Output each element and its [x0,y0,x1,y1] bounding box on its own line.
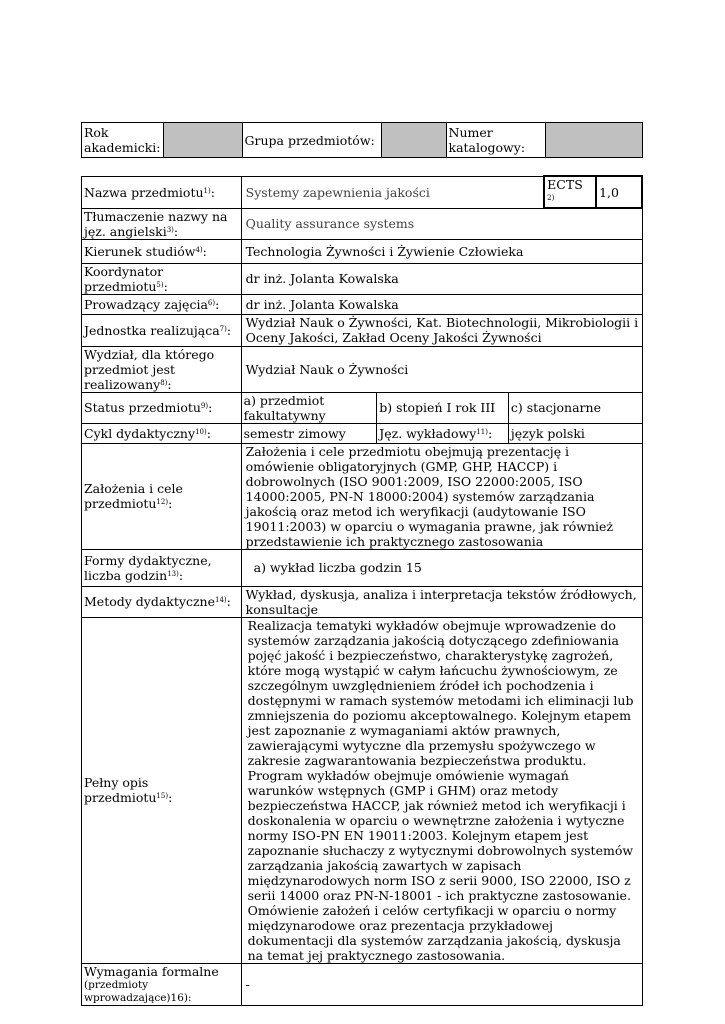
header-table [81,122,643,158]
koord-label-cell: Koordynator przedmiotu$^{5)}$: [82,263,242,294]
jez-value: język polski [508,423,642,443]
row-kierunek [82,239,643,263]
prow-value: dr inż. Jolanta Kowalska [241,294,642,314]
jez-label-cell: Jęz. wykładowy$^{11)}$: [377,423,509,443]
wydz-value: Wydział Nauk o Żywności [241,346,642,392]
row-zalozenia [82,443,643,549]
koord-value: dr inż. Jolanta Kowalska [241,263,642,294]
wym-label: Wymagania formalne [84,963,219,979]
tlum-label-cell: Tłumaczenie nazwy na jęz. angielski$^{3)}$: [82,208,242,239]
formy-value: a) wykład liczba godzin 15 [241,549,642,586]
row-koordynator [82,263,643,294]
opis-label-cell: Pełny opis przedmiotu$^{15)}$: [82,617,242,963]
rok-value-cell[interactable] [163,123,242,158]
row-jednostka [82,314,643,346]
cykl-label-cell: Cykl dydaktyczny$^{10)}$: [82,423,242,443]
wym-sublabel: (przedmioty wprowadzające)16): [84,978,192,1004]
rok-label: Rok akademicki: [82,123,164,158]
formy-label-cell: Formy dydaktyczne, liczba godzin$^{13)}$: [82,549,242,586]
ects-value: 1,0 [596,176,642,208]
numer-value-cell[interactable] [545,123,643,158]
row-formy [82,549,643,586]
status-b: b) stopień I rok III [377,392,509,423]
grupa-value-cell[interactable] [381,123,446,158]
numer-label: Numer katalogowy: [446,123,545,158]
status-a: a) przedmiot fakultatywny [241,392,377,423]
wydz-label-cell: Wydział, dla którego przedmiot jest realizowany$^{8)}$: [82,346,242,392]
tlum-value: Quality assurance systems [241,208,642,239]
zal-label-cell: Założenia i cele przedmiotu$^{12)}$: [82,443,242,549]
row-prowadzacy [82,294,643,314]
cykl-value: semestr zimowy [241,423,377,443]
jedn-value: Wydział Nauk o Żywności, Kat. Biotechnologii, Mikrobiologii i Oceny Jakości, Zakład Oceny Jakości Żywności [241,314,642,346]
row-cykl [82,423,643,443]
opis-value: Realizacja tematyki wykładów obejmuje wprowadzenie do systemów zarządzania jakością dotyczącego zdefiniowania pojęć jakość i bezpieczeństwo, charakterystykę zagrożeń, które mogą wystąpić w całym łańcuchu żywnościowym, ze szczególnym uwzględnieniem źródeł ich pochodzenia i dostępnymi w ramach systemów metodami ich eliminacji lub zmniejszenia do poziomu akceptowalnego. Kolejnym etapem jest zapoznanie z wymaganiami aktów prawnych, zawierającymi wytyczne dla przemysłu spożywczego w zakresie zagwarantowania bezpieczeństwa produktu. Program wykładów obejmuje omówienie wymagań warunków wstępnych (GMP i GHM) oraz metody bezpieczeństwa HACCP, jak również metod ich weryfikacji i doskonalenia w oparciu o wewnętrzne założenia i wytyczne normy ISO-PN EN 19011:2003. Kolejnym etapem jest zapoznanie słuchaczy z wytycznymi dobrowolnych systemów zarządzania jakością zawartych w zapisach międzynarodowych norm ISO z serii 9000, ISO 22000, ISO z serii 14000 oraz PN-N-18001 - ich praktyczne zastosowanie. Omówienie założeń i celów certyfikacji w oparciu o normy międzynarodowe oraz prezentacja przykładowej dokumentacji dla systemów zarządzania jakością, dyskusja na temat jej praktycznego zastosowania. [241,617,642,963]
zal-value: Założenia i cele przedmiotu obejmują prezentację i omówienie obligatoryjnych (GMP, GHP, HACCP) i dobrowolnych (ISO 9001:2009, ISO 22000:2005, ISO 14000:2005, PN-N 18000:2004) systemów zarządzania jakością oraz metod ich weryfikacji (audytowanie ISO 19011:2003) w oparciu o wymagania prawne, jak również przedstawienie ich praktycznego zastosowania [241,443,642,549]
status-label-cell: Status przedmiotu$^{9)}$: [82,392,242,423]
kierunek-value: Technologia Żywności i Żywienie Człowieka [241,239,642,263]
kierunek-label-cell: Kierunek studiów$^{4)}$: [82,239,242,263]
row-metody [82,586,643,617]
row-opis [82,617,643,963]
ects-label-cell: ECTS $^{2)}$ [544,176,596,208]
row-wydzial [82,346,643,392]
wym-value: - [241,963,642,1005]
metody-value: Wykład, dyskusja, analiza i interpretacja tekstów źródłowych, konsultacje [241,586,642,617]
row-status [82,392,643,423]
status-c: c) stacjonarne [508,392,642,423]
row-wymagania [82,963,643,1005]
course-table [81,175,643,1006]
grupa-label: Grupa przedmiotów: [242,123,381,158]
wym-label-cell [82,963,242,1005]
nazwa-label-cell: Nazwa przedmiotu$^{1)}$: [82,176,242,208]
prow-label-cell: Prowadzący zajęcia$^{6)}$: [82,294,242,314]
row-nazwa [82,176,643,208]
row-tlumaczenie [82,208,643,239]
nazwa-value: Systemy zapewnienia jakości [241,176,544,208]
metody-label-cell: Metody dydaktyczne$^{14)}$: [82,586,242,617]
jedn-label-cell: Jednostka realizująca$^{7)}$: [82,314,242,346]
